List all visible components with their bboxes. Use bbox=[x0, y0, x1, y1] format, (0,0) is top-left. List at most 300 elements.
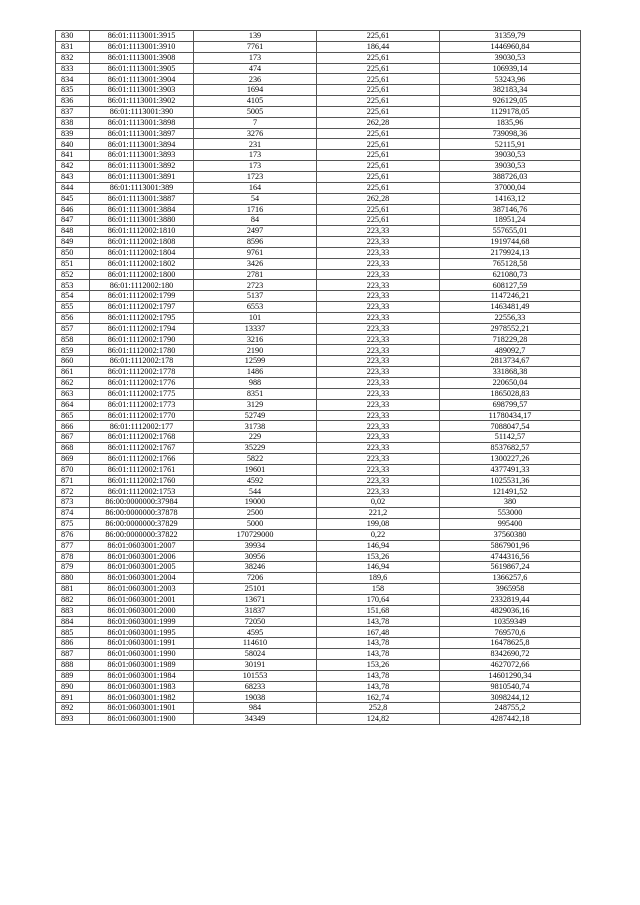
specific-value-cell: 162,74 bbox=[317, 692, 440, 703]
cadastral-value-cell: 7088047,54 bbox=[440, 421, 581, 432]
specific-value-cell: 225,61 bbox=[317, 150, 440, 161]
table-row bbox=[56, 85, 581, 96]
specific-value-cell: 225,61 bbox=[317, 171, 440, 182]
area-cell: 5000 bbox=[194, 518, 317, 529]
cadastral-value-cell: 1147246,21 bbox=[440, 291, 581, 302]
specific-value-cell: 223,33 bbox=[317, 443, 440, 454]
cadastral-value-cell: 698799,57 bbox=[440, 399, 581, 410]
table-row bbox=[56, 464, 581, 475]
area-cell: 12599 bbox=[194, 356, 317, 367]
row-number-cell: 839 bbox=[56, 128, 90, 139]
row-number-cell: 851 bbox=[56, 258, 90, 269]
cadastral-value-cell: 2978552,21 bbox=[440, 323, 581, 334]
row-number-cell: 889 bbox=[56, 670, 90, 681]
area-cell: 2723 bbox=[194, 280, 317, 291]
row-number-cell: 865 bbox=[56, 410, 90, 421]
cadastral-number-cell: 86:00:0000000:37984 bbox=[90, 497, 194, 508]
specific-value-cell: 221,2 bbox=[317, 508, 440, 519]
cadastral-number-cell: 86:01:1113001:3903 bbox=[90, 85, 194, 96]
cadastral-value-cell: 1025531,36 bbox=[440, 475, 581, 486]
cadastral-number-cell: 86:01:1112002:1753 bbox=[90, 486, 194, 497]
table-row bbox=[56, 399, 581, 410]
cadastral-number-cell: 86:01:1113001:3887 bbox=[90, 193, 194, 204]
specific-value-cell: 189,6 bbox=[317, 573, 440, 584]
row-number-cell: 886 bbox=[56, 638, 90, 649]
row-number-cell: 883 bbox=[56, 605, 90, 616]
row-number-cell: 884 bbox=[56, 616, 90, 627]
specific-value-cell: 223,33 bbox=[317, 345, 440, 356]
area-cell: 30191 bbox=[194, 659, 317, 670]
row-number-cell: 881 bbox=[56, 584, 90, 595]
cadastral-number-cell: 86:01:1113001:390 bbox=[90, 106, 194, 117]
specific-value-cell: 223,33 bbox=[317, 464, 440, 475]
cadastral-number-cell: 86:00:0000000:37878 bbox=[90, 508, 194, 519]
row-number-cell: 872 bbox=[56, 486, 90, 497]
area-cell: 4105 bbox=[194, 96, 317, 107]
row-number-cell: 842 bbox=[56, 161, 90, 172]
row-number-cell: 846 bbox=[56, 204, 90, 215]
area-cell: 1694 bbox=[194, 85, 317, 96]
cadastral-value-cell: 4627072,66 bbox=[440, 659, 581, 670]
cadastral-value-cell: 1865028,83 bbox=[440, 388, 581, 399]
area-cell: 114610 bbox=[194, 638, 317, 649]
row-number-cell: 879 bbox=[56, 562, 90, 573]
cadastral-value-cell: 553000 bbox=[440, 508, 581, 519]
cadastral-value-cell: 608127,59 bbox=[440, 280, 581, 291]
area-cell: 173 bbox=[194, 161, 317, 172]
cadastral-number-cell: 86:01:1112002:1766 bbox=[90, 453, 194, 464]
area-cell: 164 bbox=[194, 182, 317, 193]
area-cell: 5822 bbox=[194, 453, 317, 464]
cadastral-number-cell: 86:01:0603001:1990 bbox=[90, 649, 194, 660]
cadastral-number-cell: 86:01:0603001:2004 bbox=[90, 573, 194, 584]
cadastral-number-cell: 86:01:0603001:2001 bbox=[90, 594, 194, 605]
cadastral-value-cell: 121491,52 bbox=[440, 486, 581, 497]
cadastral-number-cell: 86:01:0603001:1982 bbox=[90, 692, 194, 703]
cadastral-number-cell: 86:01:1112002:1800 bbox=[90, 269, 194, 280]
cadastral-number-cell: 86:01:1112002:178 bbox=[90, 356, 194, 367]
cadastral-number-cell: 86:01:0603001:2003 bbox=[90, 584, 194, 595]
row-number-cell: 847 bbox=[56, 215, 90, 226]
table-row bbox=[56, 193, 581, 204]
table-row bbox=[56, 453, 581, 464]
specific-value-cell: 223,33 bbox=[317, 410, 440, 421]
specific-value-cell: 223,33 bbox=[317, 280, 440, 291]
cadastral-value-cell: 769570,6 bbox=[440, 627, 581, 638]
specific-value-cell: 170,64 bbox=[317, 594, 440, 605]
specific-value-cell: 143,78 bbox=[317, 649, 440, 660]
cadastral-value-cell: 14163,12 bbox=[440, 193, 581, 204]
area-cell: 6553 bbox=[194, 302, 317, 313]
cadastral-number-cell: 86:01:0603001:1995 bbox=[90, 627, 194, 638]
row-number-cell: 840 bbox=[56, 139, 90, 150]
area-cell: 2497 bbox=[194, 226, 317, 237]
row-number-cell: 867 bbox=[56, 432, 90, 443]
area-cell: 5137 bbox=[194, 291, 317, 302]
row-number-cell: 849 bbox=[56, 237, 90, 248]
table-row bbox=[56, 692, 581, 703]
specific-value-cell: 151,68 bbox=[317, 605, 440, 616]
table-row bbox=[56, 74, 581, 85]
table-row bbox=[56, 573, 581, 584]
specific-value-cell: 223,33 bbox=[317, 399, 440, 410]
specific-value-cell: 225,61 bbox=[317, 74, 440, 85]
cadastral-value-cell: 765128,58 bbox=[440, 258, 581, 269]
table-row bbox=[56, 226, 581, 237]
table-row bbox=[56, 378, 581, 389]
cadastral-number-cell: 86:01:1113001:3891 bbox=[90, 171, 194, 182]
cadastral-value-cell: 387146,76 bbox=[440, 204, 581, 215]
cadastral-number-cell: 86:01:0603001:2000 bbox=[90, 605, 194, 616]
row-number-cell: 835 bbox=[56, 85, 90, 96]
row-number-cell: 870 bbox=[56, 464, 90, 475]
specific-value-cell: 223,33 bbox=[317, 323, 440, 334]
area-cell: 38246 bbox=[194, 562, 317, 573]
row-number-cell: 866 bbox=[56, 421, 90, 432]
row-number-cell: 843 bbox=[56, 171, 90, 182]
area-cell: 54 bbox=[194, 193, 317, 204]
cadastral-value-cell: 995400 bbox=[440, 518, 581, 529]
cadastral-value-cell: 4829036,16 bbox=[440, 605, 581, 616]
area-cell: 7206 bbox=[194, 573, 317, 584]
row-number-cell: 832 bbox=[56, 52, 90, 63]
row-number-cell: 854 bbox=[56, 291, 90, 302]
cadastral-value-cell: 1366257,6 bbox=[440, 573, 581, 584]
row-number-cell: 862 bbox=[56, 378, 90, 389]
area-cell: 101553 bbox=[194, 670, 317, 681]
cadastral-number-cell: 86:01:0603001:1999 bbox=[90, 616, 194, 627]
cadastral-number-cell: 86:01:0603001:1991 bbox=[90, 638, 194, 649]
specific-value-cell: 223,33 bbox=[317, 269, 440, 280]
specific-value-cell: 167,48 bbox=[317, 627, 440, 638]
specific-value-cell: 225,61 bbox=[317, 63, 440, 74]
cadastral-number-cell: 86:01:0603001:1983 bbox=[90, 681, 194, 692]
table-row bbox=[56, 182, 581, 193]
specific-value-cell: 223,33 bbox=[317, 291, 440, 302]
specific-value-cell: 223,33 bbox=[317, 486, 440, 497]
specific-value-cell: 223,33 bbox=[317, 367, 440, 378]
specific-value-cell: 0,02 bbox=[317, 497, 440, 508]
cadastral-value-cell: 739098,36 bbox=[440, 128, 581, 139]
area-cell: 8596 bbox=[194, 237, 317, 248]
cadastral-number-cell: 86:01:1113001:3915 bbox=[90, 31, 194, 42]
specific-value-cell: 223,33 bbox=[317, 421, 440, 432]
table-row bbox=[56, 258, 581, 269]
row-number-cell: 845 bbox=[56, 193, 90, 204]
area-cell: 25101 bbox=[194, 584, 317, 595]
area-cell: 3129 bbox=[194, 399, 317, 410]
table-row bbox=[56, 247, 581, 258]
specific-value-cell: 223,33 bbox=[317, 432, 440, 443]
table-row bbox=[56, 41, 581, 52]
table-row bbox=[56, 323, 581, 334]
specific-value-cell: 223,33 bbox=[317, 258, 440, 269]
specific-value-cell: 143,78 bbox=[317, 616, 440, 627]
cadastral-number-cell: 86:01:1113001:3904 bbox=[90, 74, 194, 85]
cadastral-number-cell: 86:01:0603001:1901 bbox=[90, 703, 194, 714]
table-row bbox=[56, 497, 581, 508]
area-cell: 19038 bbox=[194, 692, 317, 703]
cadastral-value-cell: 10359349 bbox=[440, 616, 581, 627]
area-cell: 1486 bbox=[194, 367, 317, 378]
table-row bbox=[56, 703, 581, 714]
row-number-cell: 837 bbox=[56, 106, 90, 117]
row-number-cell: 891 bbox=[56, 692, 90, 703]
area-cell: 7 bbox=[194, 117, 317, 128]
row-number-cell: 858 bbox=[56, 334, 90, 345]
area-cell: 35229 bbox=[194, 443, 317, 454]
cadastral-value-cell: 331868,38 bbox=[440, 367, 581, 378]
area-cell: 7761 bbox=[194, 41, 317, 52]
area-cell: 31738 bbox=[194, 421, 317, 432]
specific-value-cell: 225,61 bbox=[317, 204, 440, 215]
specific-value-cell: 143,78 bbox=[317, 638, 440, 649]
table-row bbox=[56, 302, 581, 313]
specific-value-cell: 186,44 bbox=[317, 41, 440, 52]
row-number-cell: 831 bbox=[56, 41, 90, 52]
table-row bbox=[56, 215, 581, 226]
cadastral-value-cell: 3965958 bbox=[440, 584, 581, 595]
cadastral-value-cell: 1463481,49 bbox=[440, 302, 581, 313]
row-number-cell: 871 bbox=[56, 475, 90, 486]
table-row bbox=[56, 150, 581, 161]
specific-value-cell: 146,94 bbox=[317, 562, 440, 573]
row-number-cell: 873 bbox=[56, 497, 90, 508]
table-row bbox=[56, 345, 581, 356]
specific-value-cell: 225,61 bbox=[317, 128, 440, 139]
cadastral-value-cell: 2332819,44 bbox=[440, 594, 581, 605]
row-number-cell: 869 bbox=[56, 453, 90, 464]
area-cell: 173 bbox=[194, 52, 317, 63]
cadastral-number-cell: 86:01:1112002:1797 bbox=[90, 302, 194, 313]
cadastral-value-cell: 621080,73 bbox=[440, 269, 581, 280]
row-number-cell: 893 bbox=[56, 714, 90, 725]
cadastral-number-cell: 86:01:1112002:1799 bbox=[90, 291, 194, 302]
cadastral-value-cell: 5619867,24 bbox=[440, 562, 581, 573]
area-cell: 988 bbox=[194, 378, 317, 389]
row-number-cell: 877 bbox=[56, 540, 90, 551]
specific-value-cell: 225,61 bbox=[317, 106, 440, 117]
cadastral-number-cell: 86:01:1113001:3893 bbox=[90, 150, 194, 161]
cadastral-value-cell: 1835,96 bbox=[440, 117, 581, 128]
cadastral-number-cell: 86:01:1112002:180 bbox=[90, 280, 194, 291]
cadastral-number-cell: 86:01:0603001:1989 bbox=[90, 659, 194, 670]
cadastral-value-cell: 39030,53 bbox=[440, 150, 581, 161]
table-row bbox=[56, 529, 581, 540]
area-cell: 13671 bbox=[194, 594, 317, 605]
cadastral-number-cell: 86:00:0000000:37829 bbox=[90, 518, 194, 529]
area-cell: 2500 bbox=[194, 508, 317, 519]
table-row bbox=[56, 117, 581, 128]
cadastral-number-cell: 86:01:1113001:3880 bbox=[90, 215, 194, 226]
table-row bbox=[56, 52, 581, 63]
table-row bbox=[56, 714, 581, 725]
cadastral-number-cell: 86:01:1113001:3892 bbox=[90, 161, 194, 172]
table-body bbox=[56, 31, 581, 725]
row-number-cell: 868 bbox=[56, 443, 90, 454]
table-row bbox=[56, 367, 581, 378]
cadastral-number-cell: 86:01:1112002:1776 bbox=[90, 378, 194, 389]
area-cell: 3426 bbox=[194, 258, 317, 269]
table-row bbox=[56, 312, 581, 323]
table-row bbox=[56, 475, 581, 486]
cadastral-value-cell: 489092,7 bbox=[440, 345, 581, 356]
cadastral-value-cell: 16478625,8 bbox=[440, 638, 581, 649]
cadastral-value-cell: 18951,24 bbox=[440, 215, 581, 226]
cadastral-value-cell: 926129,05 bbox=[440, 96, 581, 107]
area-cell: 231 bbox=[194, 139, 317, 150]
cadastral-value-table bbox=[55, 30, 581, 725]
table-row bbox=[56, 551, 581, 562]
table-row bbox=[56, 508, 581, 519]
specific-value-cell: 143,78 bbox=[317, 681, 440, 692]
row-number-cell: 836 bbox=[56, 96, 90, 107]
row-number-cell: 890 bbox=[56, 681, 90, 692]
cadastral-value-cell: 106939,14 bbox=[440, 63, 581, 74]
specific-value-cell: 223,33 bbox=[317, 312, 440, 323]
area-cell: 544 bbox=[194, 486, 317, 497]
row-number-cell: 856 bbox=[56, 312, 90, 323]
cadastral-number-cell: 86:01:1112002:1794 bbox=[90, 323, 194, 334]
row-number-cell: 878 bbox=[56, 551, 90, 562]
cadastral-value-cell: 3098244,12 bbox=[440, 692, 581, 703]
cadastral-value-cell: 1129178,05 bbox=[440, 106, 581, 117]
row-number-cell: 848 bbox=[56, 226, 90, 237]
cadastral-number-cell: 86:01:1113001:389 bbox=[90, 182, 194, 193]
area-cell: 8351 bbox=[194, 388, 317, 399]
cadastral-number-cell: 86:01:1112002:1802 bbox=[90, 258, 194, 269]
specific-value-cell: 225,61 bbox=[317, 215, 440, 226]
cadastral-number-cell: 86:01:1112002:1768 bbox=[90, 432, 194, 443]
cadastral-number-cell: 86:01:1112002:1760 bbox=[90, 475, 194, 486]
cadastral-value-cell: 52115,91 bbox=[440, 139, 581, 150]
area-cell: 9761 bbox=[194, 247, 317, 258]
cadastral-value-cell: 4287442,18 bbox=[440, 714, 581, 725]
cadastral-value-cell: 8342690,72 bbox=[440, 649, 581, 660]
specific-value-cell: 0,22 bbox=[317, 529, 440, 540]
area-cell: 3216 bbox=[194, 334, 317, 345]
cadastral-value-cell: 1919744,68 bbox=[440, 237, 581, 248]
cadastral-number-cell: 86:01:1112002:1795 bbox=[90, 312, 194, 323]
area-cell: 474 bbox=[194, 63, 317, 74]
specific-value-cell: 158 bbox=[317, 584, 440, 595]
area-cell: 19000 bbox=[194, 497, 317, 508]
area-cell: 170729000 bbox=[194, 529, 317, 540]
cadastral-value-cell: 8537682,57 bbox=[440, 443, 581, 454]
row-number-cell: 864 bbox=[56, 399, 90, 410]
area-cell: 173 bbox=[194, 150, 317, 161]
row-number-cell: 860 bbox=[56, 356, 90, 367]
cadastral-value-cell: 37000,04 bbox=[440, 182, 581, 193]
cadastral-number-cell: 86:01:1112002:1775 bbox=[90, 388, 194, 399]
table-row bbox=[56, 432, 581, 443]
table-row bbox=[56, 269, 581, 280]
area-cell: 229 bbox=[194, 432, 317, 443]
area-cell: 19601 bbox=[194, 464, 317, 475]
area-cell: 2190 bbox=[194, 345, 317, 356]
cadastral-number-cell: 86:01:1112002:1761 bbox=[90, 464, 194, 475]
cadastral-number-cell: 86:01:0603001:1900 bbox=[90, 714, 194, 725]
area-cell: 984 bbox=[194, 703, 317, 714]
area-cell: 72050 bbox=[194, 616, 317, 627]
area-cell: 13337 bbox=[194, 323, 317, 334]
cadastral-value-cell: 11780434,17 bbox=[440, 410, 581, 421]
cadastral-value-cell: 53243,96 bbox=[440, 74, 581, 85]
table-row bbox=[56, 562, 581, 573]
cadastral-value-cell: 31359,79 bbox=[440, 31, 581, 42]
area-cell: 68233 bbox=[194, 681, 317, 692]
area-cell: 39934 bbox=[194, 540, 317, 551]
cadastral-value-cell: 37560380 bbox=[440, 529, 581, 540]
cadastral-number-cell: 86:01:1112002:1790 bbox=[90, 334, 194, 345]
table-row bbox=[56, 659, 581, 670]
specific-value-cell: 225,61 bbox=[317, 161, 440, 172]
row-number-cell: 882 bbox=[56, 594, 90, 605]
cadastral-value-cell: 380 bbox=[440, 497, 581, 508]
table-row bbox=[56, 443, 581, 454]
row-number-cell: 859 bbox=[56, 345, 90, 356]
cadastral-number-cell: 86:01:1112002:1778 bbox=[90, 367, 194, 378]
specific-value-cell: 199,08 bbox=[317, 518, 440, 529]
table-row bbox=[56, 161, 581, 172]
row-number-cell: 855 bbox=[56, 302, 90, 313]
cadastral-value-cell: 248755,2 bbox=[440, 703, 581, 714]
cadastral-number-cell: 86:01:1112002:1773 bbox=[90, 399, 194, 410]
cadastral-number-cell: 86:01:1113001:3902 bbox=[90, 96, 194, 107]
cadastral-value-cell: 557655,01 bbox=[440, 226, 581, 237]
specific-value-cell: 223,33 bbox=[317, 302, 440, 313]
cadastral-value-cell: 39030,53 bbox=[440, 161, 581, 172]
cadastral-number-cell: 86:01:0603001:2005 bbox=[90, 562, 194, 573]
cadastral-number-cell: 86:01:1112002:177 bbox=[90, 421, 194, 432]
row-number-cell: 888 bbox=[56, 659, 90, 670]
area-cell: 30956 bbox=[194, 551, 317, 562]
cadastral-value-cell: 1446960,84 bbox=[440, 41, 581, 52]
table-row bbox=[56, 96, 581, 107]
specific-value-cell: 262,28 bbox=[317, 117, 440, 128]
table-row bbox=[56, 584, 581, 595]
cadastral-value-cell: 718229,28 bbox=[440, 334, 581, 345]
table-row bbox=[56, 334, 581, 345]
table-row bbox=[56, 31, 581, 42]
area-cell: 139 bbox=[194, 31, 317, 42]
cadastral-number-cell: 86:01:1113001:3897 bbox=[90, 128, 194, 139]
table-row bbox=[56, 649, 581, 660]
area-cell: 1723 bbox=[194, 171, 317, 182]
row-number-cell: 830 bbox=[56, 31, 90, 42]
cadastral-value-cell: 1300227,26 bbox=[440, 453, 581, 464]
cadastral-value-cell: 4744316,56 bbox=[440, 551, 581, 562]
row-number-cell: 844 bbox=[56, 182, 90, 193]
table-row bbox=[56, 421, 581, 432]
specific-value-cell: 223,33 bbox=[317, 237, 440, 248]
specific-value-cell: 252,8 bbox=[317, 703, 440, 714]
area-cell: 31837 bbox=[194, 605, 317, 616]
row-number-cell: 863 bbox=[56, 388, 90, 399]
cadastral-value-cell: 5867901,96 bbox=[440, 540, 581, 551]
table-row bbox=[56, 63, 581, 74]
table-row bbox=[56, 681, 581, 692]
table-row bbox=[56, 237, 581, 248]
cadastral-number-cell: 86:01:1112002:1770 bbox=[90, 410, 194, 421]
cadastral-value-cell: 51142,57 bbox=[440, 432, 581, 443]
specific-value-cell: 225,61 bbox=[317, 96, 440, 107]
specific-value-cell: 225,61 bbox=[317, 139, 440, 150]
cadastral-number-cell: 86:01:0603001:2006 bbox=[90, 551, 194, 562]
area-cell: 1716 bbox=[194, 204, 317, 215]
specific-value-cell: 124,82 bbox=[317, 714, 440, 725]
cadastral-number-cell: 86:00:0000000:37822 bbox=[90, 529, 194, 540]
